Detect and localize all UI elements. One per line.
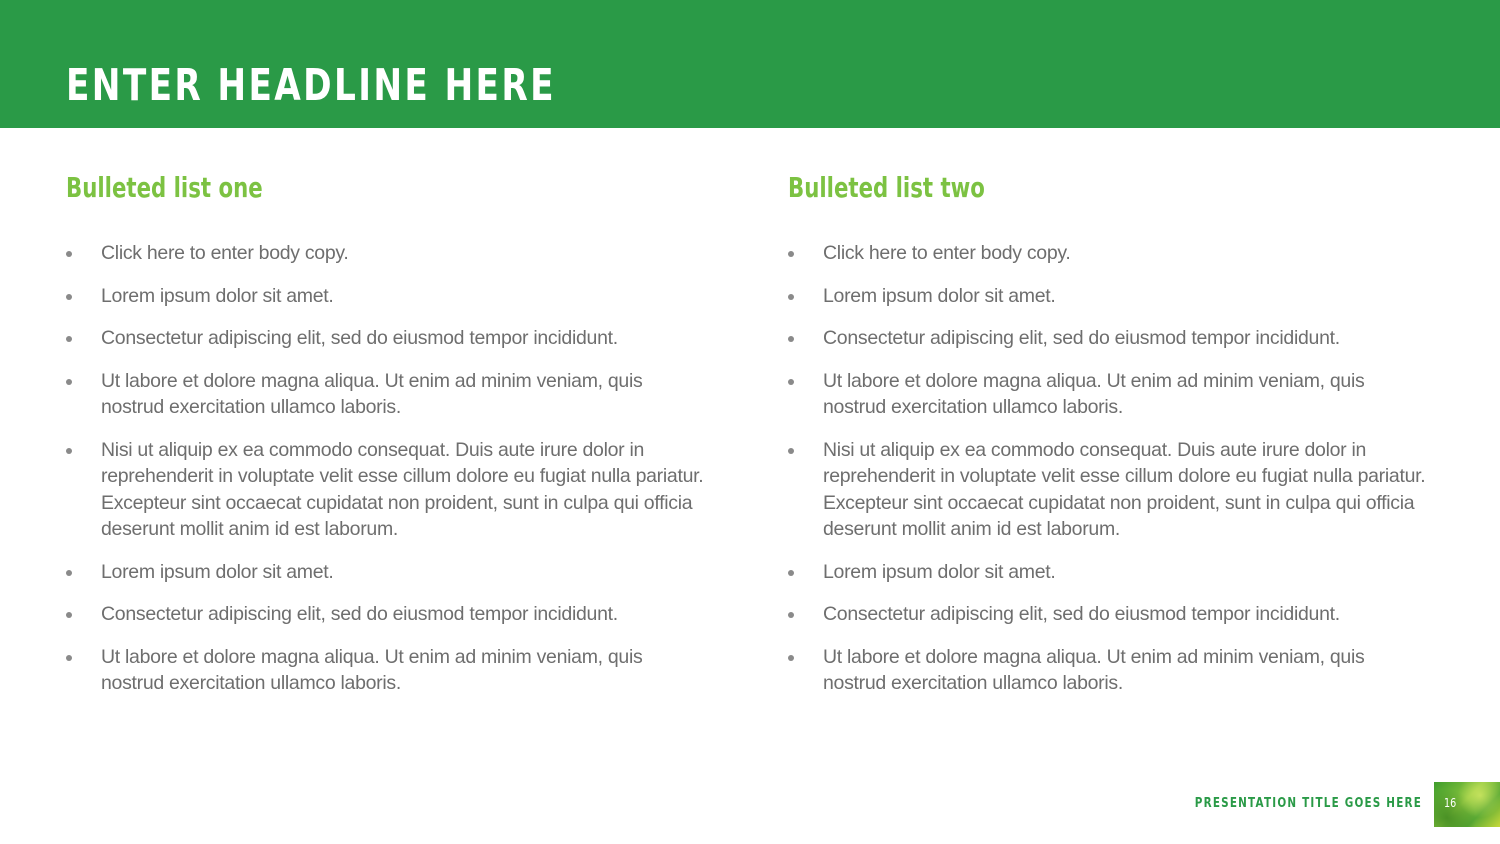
bullet-icon	[66, 448, 72, 454]
list-item-text: Lorem ipsum dolor sit amet.	[823, 284, 1056, 307]
bullet-icon	[66, 251, 72, 257]
bullet-icon	[788, 294, 794, 300]
list-item[interactable]	[66, 240, 706, 267]
column-heading[interactable]: Bulleted list one	[66, 171, 263, 204]
list-item-text: Lorem ipsum dolor sit amet.	[101, 560, 334, 583]
list-item[interactable]	[66, 559, 706, 586]
list-item-text: Consectetur adipiscing elit, sed do eiusmod tempor incididunt.	[823, 603, 1340, 625]
list-item[interactable]	[788, 601, 1428, 628]
bullet-icon	[788, 655, 794, 661]
list-item[interactable]	[788, 325, 1428, 352]
list-item[interactable]	[66, 368, 706, 421]
bullet-icon	[788, 336, 794, 342]
bullet-icon	[788, 570, 794, 576]
bullet-icon	[788, 612, 794, 618]
list-item[interactable]	[788, 368, 1428, 421]
list-item[interactable]	[788, 559, 1428, 586]
bulleted-list[interactable]	[788, 240, 1428, 713]
list-item[interactable]	[788, 283, 1428, 310]
list-item[interactable]	[788, 644, 1428, 697]
page-number: 16	[1444, 796, 1457, 810]
header-band	[0, 0, 1500, 128]
list-item[interactable]	[66, 437, 706, 543]
list-item-text: Ut labore et dolore magna aliqua. Ut enim ad minim veniam, quis nostrud exercitation ullamco laboris.	[823, 645, 1365, 694]
list-item-text: Nisi ut aliquip ex ea commodo consequat. Duis aute irure dolor in reprehenderit in voluptate velit esse cillum dolore eu fugiat nulla pariatur. Excepteur sint occaecat cupidatat non proident, sunt in culpa qui officia deserunt mollit anim id est laborum.	[823, 438, 1426, 540]
list-item-text: Lorem ipsum dolor sit amet.	[101, 284, 334, 307]
column-heading[interactable]: Bulleted list two	[788, 171, 985, 204]
list-item-text: Ut labore et dolore magna aliqua. Ut enim ad minim veniam, quis nostrud exercitation ullamco laboris.	[823, 369, 1365, 418]
list-item[interactable]	[788, 240, 1428, 267]
list-item[interactable]	[66, 601, 706, 628]
bullet-icon	[66, 570, 72, 576]
bullet-icon	[788, 251, 794, 257]
column-one	[66, 168, 706, 694]
list-item[interactable]	[66, 325, 706, 352]
footer-presentation-title: PRESENTATION TITLE GOES HERE	[1194, 796, 1422, 811]
bullet-icon	[66, 655, 72, 661]
list-item-text: Lorem ipsum dolor sit amet.	[823, 560, 1056, 583]
list-item-text: Ut labore et dolore magna aliqua. Ut enim ad minim veniam, quis nostrud exercitation ullamco laboris.	[101, 645, 643, 694]
list-item-text: Consectetur adipiscing elit, sed do eiusmod tempor incididunt.	[101, 327, 618, 349]
list-item-text: Ut labore et dolore magna aliqua. Ut enim ad minim veniam, quis nostrud exercitation ullamco laboris.	[101, 369, 643, 418]
slide-headline[interactable]: ENTER HEADLINE HERE	[66, 60, 556, 111]
bullet-icon	[788, 379, 794, 385]
bullet-icon	[66, 336, 72, 342]
list-item-text: Click here to enter body copy.	[101, 242, 349, 264]
column-two	[788, 168, 1428, 694]
page-number-tile	[1434, 782, 1500, 827]
list-item-text: Click here to enter body copy.	[823, 242, 1071, 264]
bullet-icon	[66, 612, 72, 618]
bulleted-list[interactable]	[66, 240, 706, 713]
bullet-icon	[66, 379, 72, 385]
list-item[interactable]	[788, 437, 1428, 543]
list-item[interactable]	[66, 283, 706, 310]
list-item-text: Consectetur adipiscing elit, sed do eiusmod tempor incididunt.	[823, 327, 1340, 349]
bullet-icon	[66, 294, 72, 300]
list-item-text: Nisi ut aliquip ex ea commodo consequat. Duis aute irure dolor in reprehenderit in voluptate velit esse cillum dolore eu fugiat nulla pariatur. Excepteur sint occaecat cupidatat non proident, sunt in culpa qui officia deserunt mollit anim id est laborum.	[101, 438, 704, 540]
bullet-icon	[788, 448, 794, 454]
list-item-text: Consectetur adipiscing elit, sed do eiusmod tempor incididunt.	[101, 603, 618, 625]
list-item[interactable]	[66, 644, 706, 697]
